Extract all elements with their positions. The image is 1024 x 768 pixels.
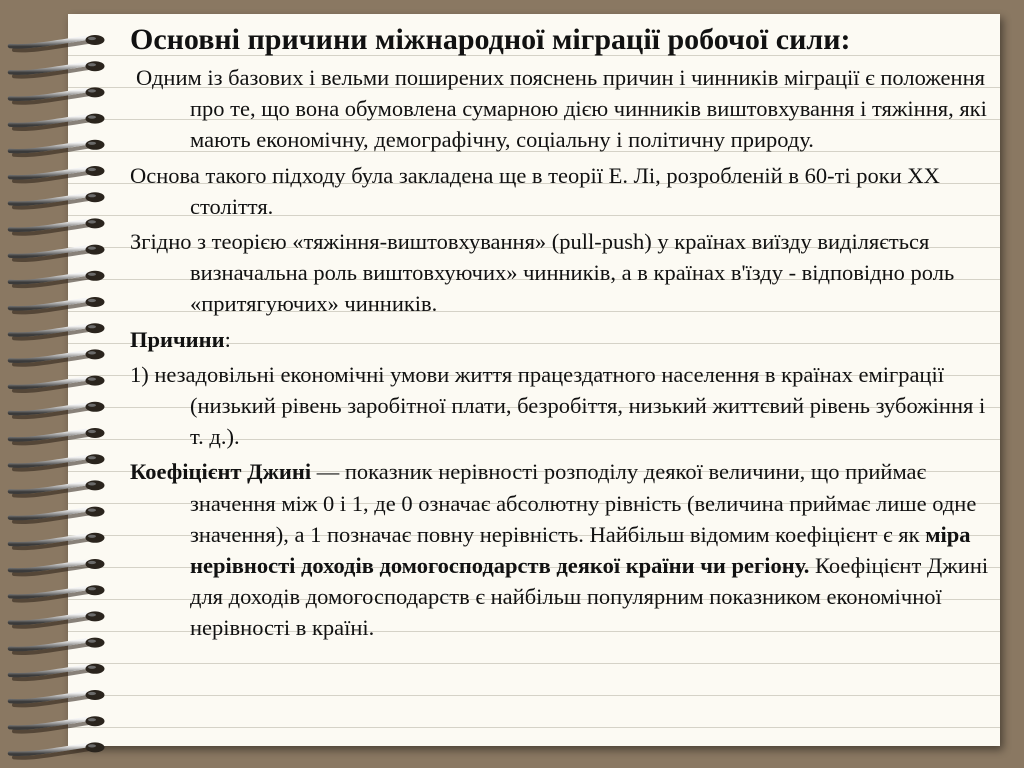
spiral-coil xyxy=(10,297,105,312)
spiral-coil xyxy=(10,454,105,469)
causes-label: Причини xyxy=(130,326,225,352)
spiral-coil xyxy=(10,35,105,50)
spiral-coil xyxy=(10,533,105,548)
paragraph-gini-coefficient xyxy=(130,456,998,643)
spiral-coil xyxy=(10,271,105,286)
causes-colon: : xyxy=(224,326,231,352)
spiral-coil xyxy=(10,218,105,233)
spiral-coil xyxy=(10,87,105,102)
spiral-coil xyxy=(10,376,105,391)
gini-popularity-note: Коефіцієнт Джині для доходів домогосподарств є найбільш популярним показником економічної нерівності в країні. xyxy=(190,553,989,641)
paragraph-cause-1: 1) незадовільні економічні умови життя працездатного населення в країнах еміграції (низький рівень заробітної плати, безробіття, низький життєвий рівень зубожіння і т. д.). xyxy=(130,361,986,450)
paragraph-pull-push-theory: Згідно з теорією «тяжіння-виштовхування» (pull-push) у країнах виїзду виділяється визначальна роль виштовхуючих» чинників, а в країнах в'їзду - відповідно роль «притягуючих» чинників. xyxy=(130,229,955,317)
spiral-binding xyxy=(0,0,120,768)
spiral-coil xyxy=(10,61,105,76)
paragraph-lee-theory: Основа такого підходу була закладена ще в теорії Е. Лі, розробленій в 60-ті роки XX століття. xyxy=(130,162,940,219)
spiral-coil xyxy=(10,428,105,443)
slide-content xyxy=(130,20,998,648)
spiral-coil xyxy=(10,402,105,417)
spiral-coil xyxy=(10,742,105,757)
gini-income-inequality-measure: міра нерівності доходів домогосподарств деякої країни чи регіону. xyxy=(190,521,971,579)
gini-definition: — показник нерівності розподілу деякої величини, що приймає значення між 0 і 1, де 0 означає абсолютну рівність (величина приймає лише одне значення), а 1 позначає повну нерівність. Найбільш відомим коефіцієнт є як xyxy=(190,459,977,547)
spiral-coil xyxy=(10,638,105,653)
spiral-coil xyxy=(10,323,105,338)
slide-title: Основні причини міжнародної міграції робочої сили: xyxy=(130,23,851,56)
spiral-coil xyxy=(10,507,105,522)
spiral-coil xyxy=(10,559,105,574)
spiral-coil xyxy=(10,690,105,705)
spiral-coil xyxy=(10,349,105,364)
spiral-coil xyxy=(10,611,105,626)
spiral-coil xyxy=(10,114,105,129)
spiral-coil xyxy=(10,664,105,679)
spiral-coil xyxy=(10,245,105,260)
spiral-coil xyxy=(10,716,105,731)
spiral-coil xyxy=(10,140,105,155)
gini-term: Коефіцієнт Джині xyxy=(130,459,312,485)
spiral-coil xyxy=(10,585,105,600)
paragraph-causes-heading xyxy=(130,324,998,355)
paragraph-push-pull-intro: Одним із базових і вельми поширених пояснень причин і чинників міграції є положення про те, що вона обумовлена сумарною дією чинників виштовхування і тяжіння, які мають економічну, демографічну, соціальну і політичну природу. xyxy=(136,65,987,153)
spiral-coil xyxy=(10,192,105,207)
spiral-coil xyxy=(10,480,105,495)
spiral-coil xyxy=(10,166,105,181)
